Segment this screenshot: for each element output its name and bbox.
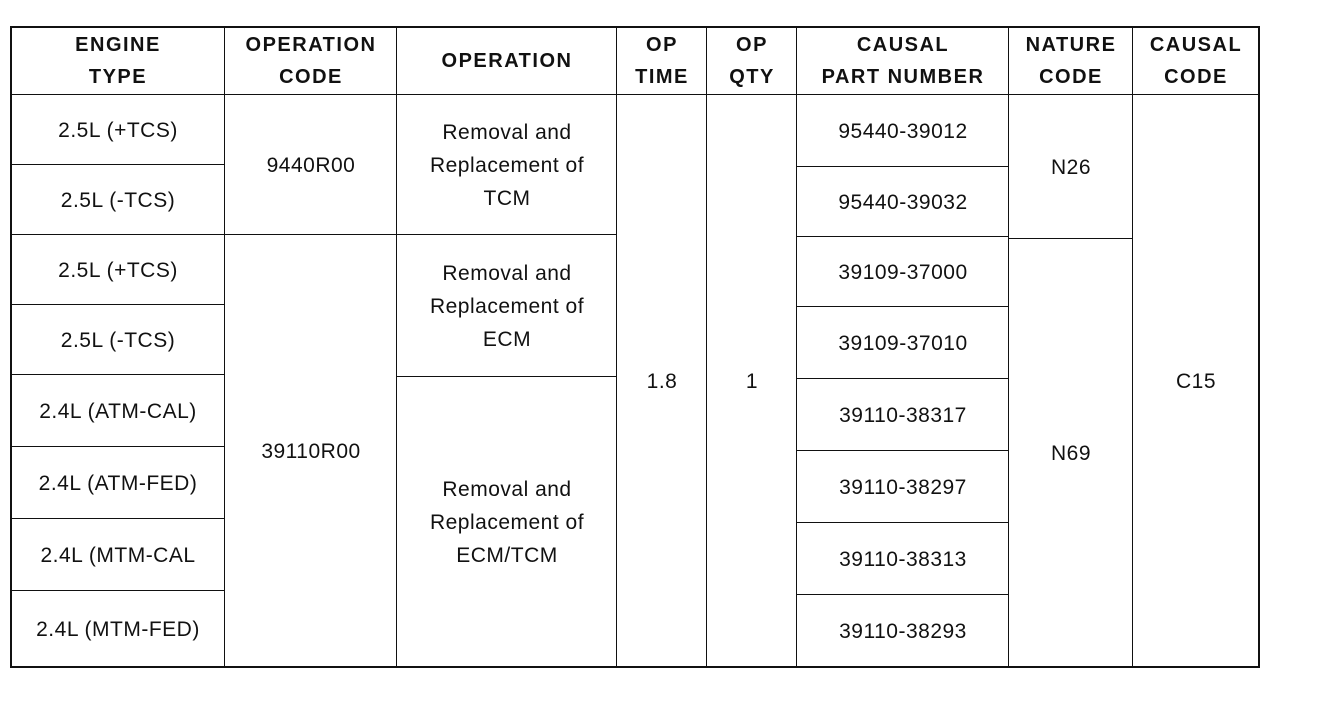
part-number-cell: 39110-38297	[796, 450, 1010, 524]
header-operation-code: OPERATION CODE	[224, 26, 398, 96]
part-number-cell: 95440-39032	[796, 166, 1010, 238]
part-number-cell: 39110-38293	[796, 594, 1010, 668]
engine-type-cell: 2.5L (+TCS)	[10, 234, 226, 306]
part-number-cell: 39109-37010	[796, 306, 1010, 380]
warranty-operation-table	[10, 26, 1260, 668]
part-number-cell: 39109-37000	[796, 236, 1010, 308]
nature-code-cell: N69	[1008, 238, 1134, 668]
header-causal-part-number: CAUSAL PART NUMBER	[796, 26, 1010, 96]
header-op-time: OP TIME	[616, 26, 708, 96]
engine-type-cell: 2.5L (-TCS)	[10, 164, 226, 236]
engine-type-cell: 2.5L (+TCS)	[10, 94, 226, 166]
operation-code-cell: 9440R00	[224, 94, 398, 236]
operation-code-cell: 39110R00	[224, 234, 398, 668]
header-causal-code: CAUSAL CODE	[1132, 26, 1260, 96]
op-time-cell: 1.8	[616, 94, 708, 668]
nature-code-cell: N26	[1008, 94, 1134, 240]
header-op-qty: OP QTY	[706, 26, 798, 96]
engine-type-cell: 2.4L (ATM-CAL)	[10, 374, 226, 448]
engine-type-cell: 2.5L (-TCS)	[10, 304, 226, 376]
operation-cell: Removal and Replacement of TCM	[396, 94, 618, 236]
header-engine-type: ENGINE TYPE	[10, 26, 226, 96]
operation-cell: Removal and Replacement of ECM	[396, 234, 618, 378]
operation-cell: Removal and Replacement of ECM/TCM	[396, 376, 618, 668]
engine-type-cell: 2.4L (MTM-FED)	[10, 590, 226, 668]
engine-type-cell: 2.4L (ATM-FED)	[10, 446, 226, 520]
part-number-cell: 39110-38313	[796, 522, 1010, 596]
causal-code-cell: C15	[1132, 94, 1260, 668]
part-number-cell: 39110-38317	[796, 378, 1010, 452]
header-operation: OPERATION	[396, 26, 618, 96]
engine-type-cell: 2.4L (MTM-CAL	[10, 518, 226, 592]
header-nature-code: NATURE CODE	[1008, 26, 1134, 96]
op-qty-cell: 1	[706, 94, 798, 668]
part-number-cell: 95440-39012	[796, 94, 1010, 168]
